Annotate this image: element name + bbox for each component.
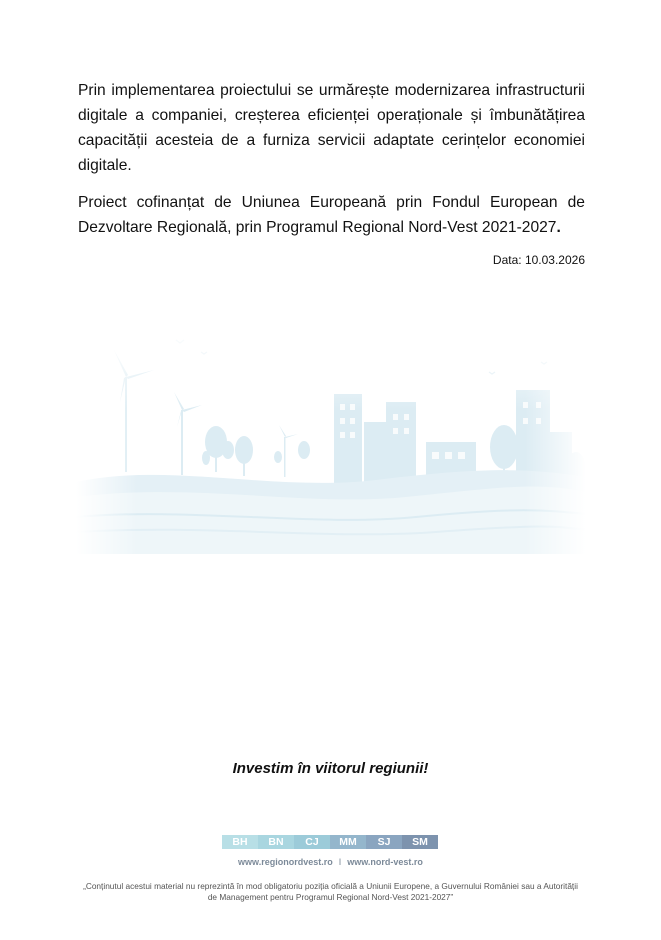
link-regionordvest[interactable]: www.regionordvest.ro: [238, 857, 333, 867]
county-code: CJ: [294, 835, 330, 849]
city-landscape-illustration: [76, 332, 586, 554]
county-code: MM: [330, 835, 366, 849]
cofinancing-period: .: [556, 219, 561, 236]
county-code: SJ: [366, 835, 402, 849]
cofinancing-text: Proiect cofinanțat de Uniunea Europeană prin Fondul European de Dezvoltare Regională, prin Programul Regional Nord-Vest 2021-2027: [78, 194, 585, 236]
county-code: BH: [222, 835, 258, 849]
disclaimer: „Conținutul acestui material nu reprezintă în mod obligatoriu poziția oficială a Uniunii Europene, a Guvernului României sau a Autorității de Management pentru Programul Regional Nord-Vest 2021-2027”: [83, 881, 578, 902]
paragraph-project-goal: Prin implementarea proiectului se urmărește modernizarea infrastructurii digitale a companiei, creșterea eficienței operaționale și îmbunătățirea capacității acesteia de a furniza servicii adaptate cerințelor economiei digitale.: [78, 82, 585, 174]
county-code: BN: [258, 835, 294, 849]
county-codes-bar: [222, 835, 438, 849]
link-nord-vest[interactable]: www.nord-vest.ro: [347, 857, 423, 867]
links-separator: I: [338, 857, 342, 867]
county-code: SM: [402, 835, 438, 849]
website-links: [0, 857, 661, 867]
document-date: Data: 10.03.2026: [492, 253, 585, 267]
slogan: Investim în viitorul regiunii!: [232, 760, 429, 777]
paragraph-cofinancing: [78, 190, 585, 240]
